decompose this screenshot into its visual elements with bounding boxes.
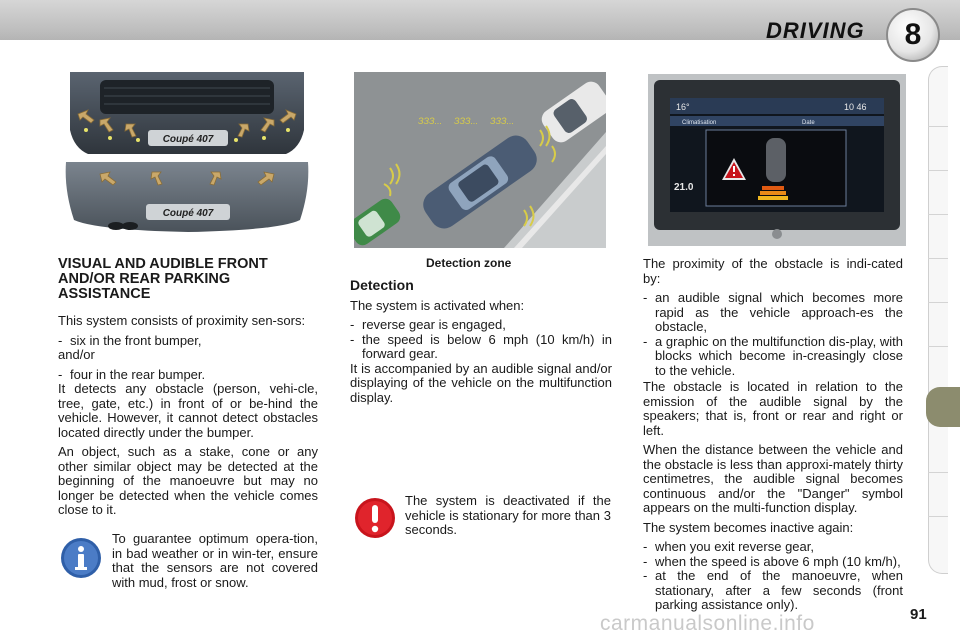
chapter-side-tabs [928,66,948,574]
paragraph: An object, such as a stake, cone or any other similar object may be detected at the beginning of the manoeuvre but may no longer be detected when the vehicle comes close to it. [58,444,318,517]
list-item: - when the speed is above 6 mph (10 km/h), [643,553,901,569]
side-tab-divider [928,258,948,259]
side-tab-active-chapter[interactable] [926,387,960,427]
side-tab-divider [928,214,948,215]
paragraph: The system becomes inactive again: [643,519,854,535]
side-tab-divider [928,346,948,347]
paragraph: and/or [58,347,95,362]
list-item: - a graphic on the multifunction dis-play, with blocks which become in-creasingly close to the vehicle. [643,333,903,378]
front-plate-text: Coupé 407 [162,134,214,145]
sound-label-2: ЗЗЗ... [454,116,479,126]
page-title: DRIVING [766,18,865,43]
list-item: - at the end of the manoeuvre, when stationary, after a few seconds (front parking assistance only). [643,568,903,612]
display-menu-left: Climatisation [682,120,717,126]
sound-label-3: ЗЗЗ... [490,116,515,126]
detection-zone-caption: Detection zone [426,256,512,270]
info-icon [60,537,102,579]
list-item: - six in the front bumper, [58,332,202,348]
paragraph: The proximity of the obstacle is indi-cated by: [643,256,903,286]
section-subheading: Detection [350,277,414,293]
watermark: carmanualsonline.info [600,612,815,635]
column-2 [350,278,612,410]
list-item: - the speed is below 6 mph (10 km/h) in forward gear. [350,331,612,361]
paragraph: This system consists of proximity sen-sors: [58,313,306,328]
warning-note-text: The system is deactivated if the vehicle is stationary for more than 3 seconds. [405,493,611,537]
info-note-text: To guarantee optimum opera-tion, in bad weather or in win-ter, ensure that the sensors are not covered with mud, frost or snow. [112,531,318,590]
side-tab-divider [928,472,948,473]
display-temp-readout: 21.0 [674,182,694,193]
side-tab-divider [928,516,948,517]
list-item: - when you exit reverse gear, [643,539,814,554]
paragraph: It detects any obstacle (person, vehi-cle, tree, gate, etc.) in front of or be-hind the vehicle. However, it cannot detect obstacles located directly under the bumper. [58,381,318,440]
paragraph: It is accompanied by an audible signal and/or displaying of the vehicle on the multifunction display. [350,360,612,405]
list-item: - an audible signal which becomes more rapid as the vehicle approach-es the obstacle, [643,290,903,334]
paragraph: The system is activated when: [350,297,525,313]
column-3 [643,257,903,613]
warning-exclamation-icon [354,497,396,539]
chapter-number-badge: 8 [886,8,940,62]
display-menu-mid: Date [802,120,815,126]
paragraph: The obstacle is located in relation to the emission of the audible signal by the speakers; that is, front or rear and right or left. [643,379,903,438]
display-time-readout: 10 46 [844,102,867,112]
rear-plate-text: Coupé 407 [162,208,214,219]
paragraph: When the distance between the vehicle and the obstacle is less than approxi-mately thirty centimetres, the audible signal becomes continuous and/or the "Danger" symbol appears on the multi-function display. [643,442,903,515]
section-heading: VISUAL AND AUDIBLE FRONT AND/OR REAR PARKING ASSISTANCE [58,256,268,302]
column-1 [58,257,318,523]
bumper-sensors-photo [60,70,314,246]
display-left-readout: 16° [676,102,690,112]
side-tab-divider [928,170,948,171]
side-tab-divider [928,126,948,127]
sound-label-1: ЗЗЗ... [418,116,443,126]
multifunction-display-photo [648,74,906,246]
page-number: 91 [910,606,927,623]
side-tab-divider [928,302,948,303]
list-item: - four in the rear bumper. [58,366,206,382]
list-item: - reverse gear is engaged, [350,317,506,332]
detection-zone-photo [354,72,606,248]
